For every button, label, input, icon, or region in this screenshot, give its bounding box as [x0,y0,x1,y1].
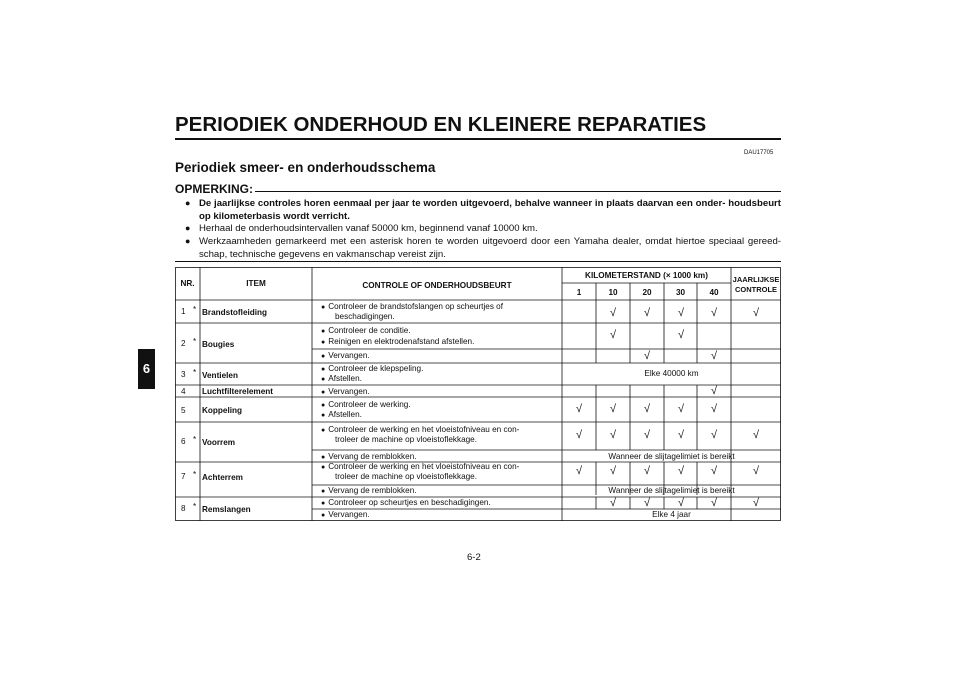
check-mark: √ [752,429,760,441]
row-check: Controleer de werking en het vloeistofniveau en con- [328,462,520,471]
bullet-icon: ● [321,454,326,461]
row-item: Remslangen [202,505,251,514]
check-mark: √ [609,465,617,477]
check-mark: √ [677,403,685,415]
row-nr: 6 [181,437,186,446]
note-text: De jaarlijkse controles horen eenmaal per jaar te worden uitgevoerd, behalve wanneer in plaats daarvan een onder- houdsbeurt op kilometerbasis wordt verricht. [199,198,781,222]
row-check: Controleer de klepspeling. [328,364,424,373]
row-nr: 7 [181,472,186,481]
note-end-rule [175,261,781,262]
maintenance-schedule-table [175,267,781,521]
row-check: Vervangen. [328,387,370,396]
check-mark: √ [710,385,718,397]
bullet-icon: ● [321,402,326,409]
check-mark: √ [609,329,617,341]
check-mark: √ [609,429,617,441]
note-item [185,235,781,261]
row-nr: 2 [181,339,186,348]
bullet-icon: ● [321,353,326,360]
check-mark: √ [643,465,651,477]
note-text: Werkzaamheden gemarkeerd met een asterisk horen te worden uitgevoerd door een Yamaha dealer, omdat hiertoe speciaal gereed- schap, technische gegevens en vakmanschap vereist zijn. [199,236,781,260]
check-mark: √ [710,350,718,362]
header-km-20: 20 [642,288,652,297]
check-mark: √ [575,465,583,477]
bullet-icon: ● [185,198,191,208]
interval-span: Wanneer de slijtagelimiet is bereikt [608,452,735,461]
check-mark: √ [609,307,617,319]
row-star: * [193,305,197,314]
check-mark: √ [643,350,651,362]
row-check: Vervangen. [328,510,370,519]
row-star: * [193,435,197,444]
row-check: Afstellen. [328,410,362,419]
check-mark: √ [752,307,760,319]
header-annual-2: CONTROLE [734,285,778,294]
check-mark: √ [752,497,760,509]
bullet-icon: ● [321,427,326,434]
bullet-icon: ● [185,236,191,246]
check-mark: √ [677,329,685,341]
header-odometer: KILOMETERSTAND (× 1000 km) [585,271,708,280]
interval-span: Wanneer de slijtagelimiet is bereikt [608,486,735,495]
row-check: Reinigen en elektrodenafstand afstellen. [328,337,475,346]
row-check: Controleer op scheurtjes en beschadigingen. [328,498,491,507]
check-mark: √ [710,465,718,477]
check-mark: √ [575,403,583,415]
page-title: PERIODIEK ONDERHOUD EN KLEINERE REPARATIES [175,113,707,136]
row-check: Afstellen. [328,374,362,383]
note-label: OPMERKING: [175,182,253,196]
check-mark: √ [643,403,651,415]
check-mark: √ [710,497,718,509]
row-check: Controleer de werking. [328,400,411,409]
header-km-40: 40 [709,288,719,297]
header-item: ITEM [246,279,266,288]
check-mark: √ [677,307,685,319]
bullet-icon: ● [185,223,191,233]
bullet-icon: ● [321,389,326,396]
interval-span: Elke 4 jaar [652,510,691,519]
chapter-tab: 6 [138,349,155,389]
check-mark: √ [710,403,718,415]
bullet-icon: ● [321,464,326,471]
check-mark: √ [677,465,685,477]
bullet-icon: ● [321,500,326,507]
bullet-icon: ● [321,376,326,383]
header-km-10: 10 [608,288,618,297]
row-item: Achterrem [202,473,243,482]
title-underline [175,138,781,140]
check-mark: √ [752,465,760,477]
row-nr: 8 [181,504,186,513]
bullet-icon: ● [321,328,326,335]
bullet-icon: ● [321,512,326,519]
row-item: Koppeling [202,406,243,415]
check-mark: √ [575,429,583,441]
row-check: beschadigingen. [335,312,395,321]
page-number: 6-2 [467,552,481,563]
header-km-1: 1 [576,288,582,297]
row-item: Luchtfilterelement [202,387,273,396]
bullet-icon: ● [321,412,326,419]
row-item: Brandstofleiding [202,308,268,317]
row-nr: 5 [181,406,186,415]
note-item [185,197,781,223]
check-mark: √ [643,307,651,319]
row-check: Vervang de remblokken. [328,486,417,495]
check-mark: √ [609,497,617,509]
row-item: Bougies [202,340,235,349]
note-rule [255,191,781,192]
row-nr: 3 [181,370,186,379]
check-mark: √ [710,429,718,441]
row-check: troleer de machine op vloeistoflekkage. [335,472,477,481]
check-mark: √ [643,497,651,509]
row-nr: 1 [181,307,186,316]
header-check: CONTROLE OF ONDERHOUDSBEURT [362,281,512,290]
row-check: Vervang de remblokken. [328,452,417,461]
row-check: Controleer de werking en het vloeistofniveau en con- [328,425,520,434]
row-item: Ventielen [202,371,238,380]
bullet-icon: ● [321,488,326,495]
note-text: Herhaal de onderhoudsintervallen vanaf 50000 km, beginnend vanaf 10000 km. [199,223,538,234]
interval-span: Elke 40000 km [644,369,699,378]
row-nr: 4 [181,387,186,396]
row-star: * [193,337,197,346]
check-mark: √ [710,307,718,319]
row-check: troleer de machine op vloeistoflekkage. [335,435,477,444]
section-heading: Periodiek smeer- en onderhoudsschema [175,160,436,175]
note-item [185,222,781,235]
document-code: DAU17705 [744,150,774,156]
header-km-30: 30 [675,288,686,297]
check-mark: √ [643,429,651,441]
check-mark: √ [677,497,685,509]
row-check: Controleer de conditie. [328,326,411,335]
row-star: * [193,470,197,479]
check-mark: √ [609,403,617,415]
row-star: * [193,368,197,377]
header-annual-1: JAARLIJKSE [732,275,780,284]
header-nr: NR. [180,279,195,288]
bullet-icon: ● [321,304,326,311]
row-star: * [193,502,197,511]
bullet-icon: ● [321,366,326,373]
row-check: Controleer de brandstofslangen op scheurtjes of [328,302,504,311]
bullet-icon: ● [321,339,326,346]
row-check: Vervangen. [328,351,370,360]
check-mark: √ [677,429,685,441]
row-item: Voorrem [202,438,236,447]
